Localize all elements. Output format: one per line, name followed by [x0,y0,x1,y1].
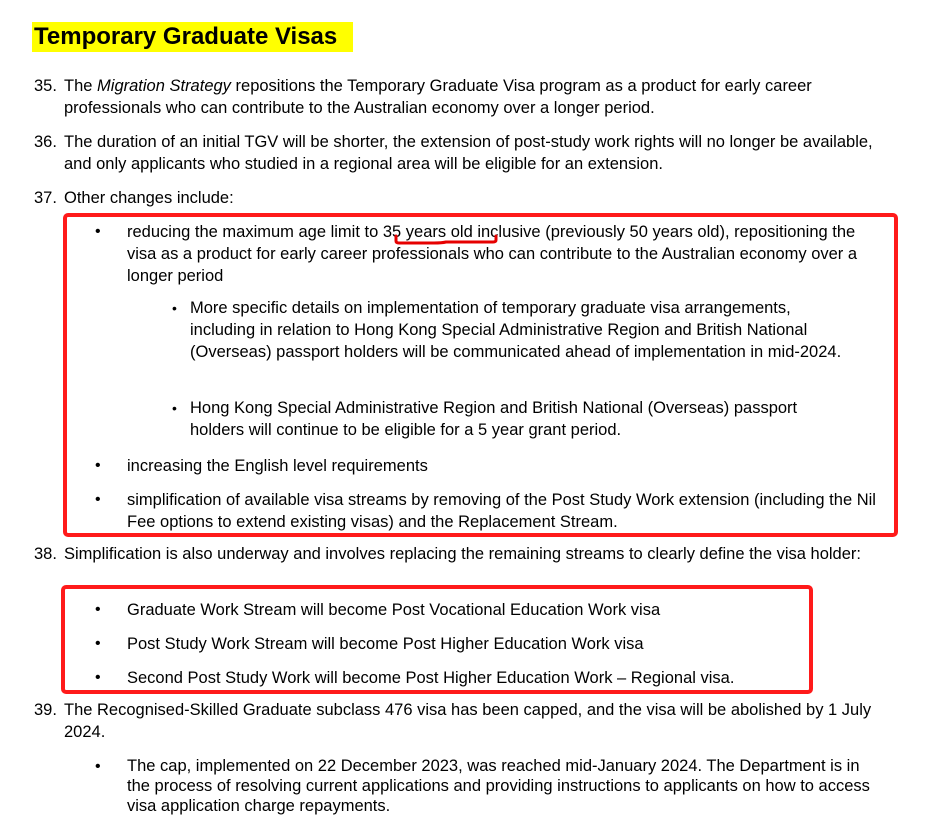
item-number-38: 38. [34,545,57,563]
sub-bullet-hong-kong: Hong Kong Special Administrative Region and British National (Overseas) passport holders will continue to be eligible for a 5 year grant period. [190,399,798,439]
item-number-37: 37. [34,189,57,207]
bullet-marker: • [95,601,101,618]
paragraph-35-post: repositions the Temporary Graduate Visa program as a product for early career professionals who can contribute to the Australian economy over a longer period. [64,77,812,117]
age-highlight: 35 years old [382,223,473,241]
item-number-39: 39. [34,701,57,719]
item-number-36: 36. [34,133,57,151]
bullet-age-limit [127,221,887,287]
bullet-marker: • [95,223,101,240]
bullet-age-limit-post: inclusive (previously 50 years old), repositioning the visa as a product for early career professionals who can contribute to the Australian economy over a longer period [127,223,858,285]
bullet-cap-implemented: The cap, implemented on 22 December 2023, was reached mid-January 2024. The Department is in the process of resolving current applications and providing instructions to applicants on how to access visa application charge repayments. [127,757,870,815]
bullet-post-study-work-stream: Post Study Work Stream will become Post Higher Education Work visa [127,635,644,653]
bullet-age-limit-pre: reducing the maximum age limit to [127,223,383,241]
bullet-simplification: simplification of available visa streams by removing of the Post Study Work extension (including the Nil Fee options to extend existing visas) and the Replacement Stream. [127,491,876,531]
paragraph-39: The Recognised-Skilled Graduate subclass 476 visa has been capped, and the visa will be abolished by 1 July 2024. [64,701,872,741]
sub-bullet-marker: • [172,400,177,416]
bullet-graduate-work-stream: Graduate Work Stream will become Post Vocational Education Work visa [127,601,661,619]
paragraph-35-pre: The [64,77,98,95]
sub-bullet-marker: • [172,300,177,316]
bullet-second-post-study-work: Second Post Study Work will become Post Higher Education Work – Regional visa. [127,669,735,687]
bullet-marker: • [95,758,101,775]
bullet-marker: • [95,635,101,652]
migration-strategy-title: Migration Strategy [97,77,231,95]
bullet-marker: • [95,669,101,686]
paragraph-36: The duration of an initial TGV will be shorter, the extension of post-study work rights will no longer be available, and only applicants who studied in a regional area will be eligible for an extension. [64,133,873,173]
bullet-marker: • [95,491,101,508]
paragraph-37: Other changes include: [64,189,234,207]
sub-bullet-details: More specific details on implementation of temporary graduate visa arrangements, including in relation to Hong Kong Special Administrative Region and British National (Overseas) passport holders will be communicated ahead of implementation in mid-2024. [190,299,842,361]
paragraph-35 [64,75,904,119]
item-number-35: 35. [34,77,57,95]
bullet-english-level: increasing the English level requirements [127,457,428,475]
paragraph-38: Simplification is also underway and involves replacing the remaining streams to clearly define the visa holder: [64,545,861,563]
bullet-marker: • [95,457,101,474]
section-heading: Temporary Graduate Visas [32,22,353,52]
